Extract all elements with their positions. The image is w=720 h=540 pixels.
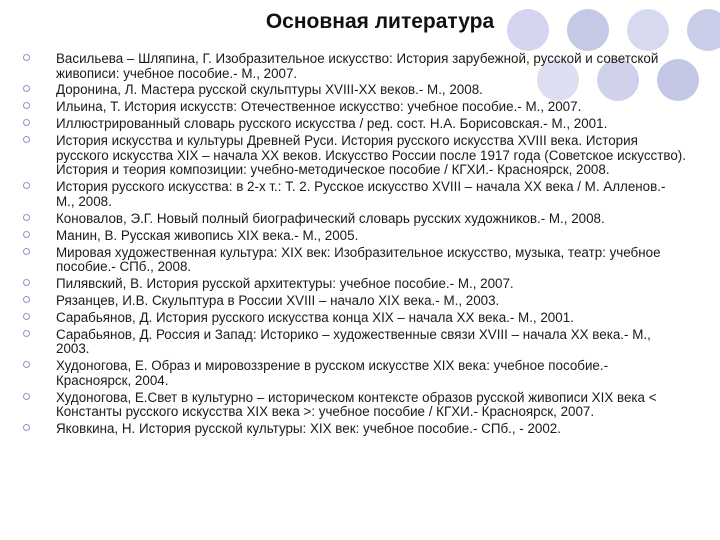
circle-bullet-icon <box>23 102 30 109</box>
circle-bullet-icon <box>23 85 30 92</box>
list-item: Доронина, Л. Мастера русской скульптуры XVIII-XX веков.- М., 2008. <box>56 83 686 98</box>
list-item: Рязанцев, И.В. Скульптура в России XVIII – начало XIX века.- М., 2003. <box>56 294 686 309</box>
list-item: Иллюстрированный словарь русского искусства / ред. сост. Н.А. Борисовская.- М., 2001. <box>56 117 686 132</box>
circle-bullet-icon <box>23 313 30 320</box>
circle-bullet-icon <box>23 119 30 126</box>
list-item: Худоногова, Е. Образ и мировоззрение в русском искусстве XIX века: учебное пособие.- Красноярск, 2004. <box>56 359 686 388</box>
list-item: Коновалов, Э.Г. Новый полный биографический словарь русских художников.- М., 2008. <box>56 212 686 227</box>
list-item: Сарабьянов, Д. История русского искусства конца XIX – начала XX века.- М., 2001. <box>56 311 686 326</box>
list-item: Худоногова, Е.Свет в культурно – историческом контексте образов русской живописи XIX века < Константы русского искусства XIX века >: учебное пособие / КГХИ.- Красноярск, 2007. <box>56 391 686 420</box>
list-item: История искусства и культуры Древней Руси. История русского искусства XVIII века. История русского искусства XIX – начала XX веков. Искусство России после 1917 года (Советское искусство). История и теория композиции: учебно-методическое пособие / КГХИ.- Красноярск, 2008. <box>56 134 686 178</box>
circle-bullet-icon <box>23 136 30 143</box>
circle-bullet-icon <box>23 54 30 61</box>
list-item: Яковкина, Н. История русской культуры: XIX век: учебное пособие.- СПб., - 2002. <box>56 422 686 437</box>
list-item: Пилявский, В. История русской архитектуры: учебное пособие.- М., 2007. <box>56 277 686 292</box>
circle-bullet-icon <box>23 182 30 189</box>
list-item: Манин, В. Русская живопись XIX века.- М., 2005. <box>56 229 686 244</box>
circle-bullet-icon <box>23 361 30 368</box>
circle-bullet-icon <box>23 424 30 431</box>
list-item: Васильева – Шляпина, Г. Изобразительное искусство: История зарубежной, русской и советской живописи: учебное пособие.- М., 2007. <box>56 52 686 81</box>
list-item: Мировая художественная культура: XIX век: Изобразительное искусство, музыка, театр: учебное пособие.- СПб., 2008. <box>56 246 686 275</box>
circle-bullet-icon <box>23 393 30 400</box>
list-item: Сарабьянов, Д. Россия и Запад: Историко – художественные связи XVIII – начала XX века.- М., 2003. <box>56 328 686 357</box>
circle-bullet-icon <box>23 279 30 286</box>
circle-bullet-icon <box>23 231 30 238</box>
circle-bullet-icon <box>23 296 30 303</box>
circle-bullet-icon <box>23 214 30 221</box>
circle-bullet-icon <box>23 330 30 337</box>
circle-bullet-icon <box>23 248 30 255</box>
list-item: История русского искусства: в 2-х т.: Т. 2. Русское искусство XVIII – начала XX века / М. Алленов.- М., 2008. <box>56 180 686 209</box>
list-item: Ильина, Т. История искусств: Отечественное искусство: учебное пособие.- М., 2007. <box>56 100 686 115</box>
bibliography-list <box>56 52 686 439</box>
page-title: Основная литература <box>265 10 495 33</box>
